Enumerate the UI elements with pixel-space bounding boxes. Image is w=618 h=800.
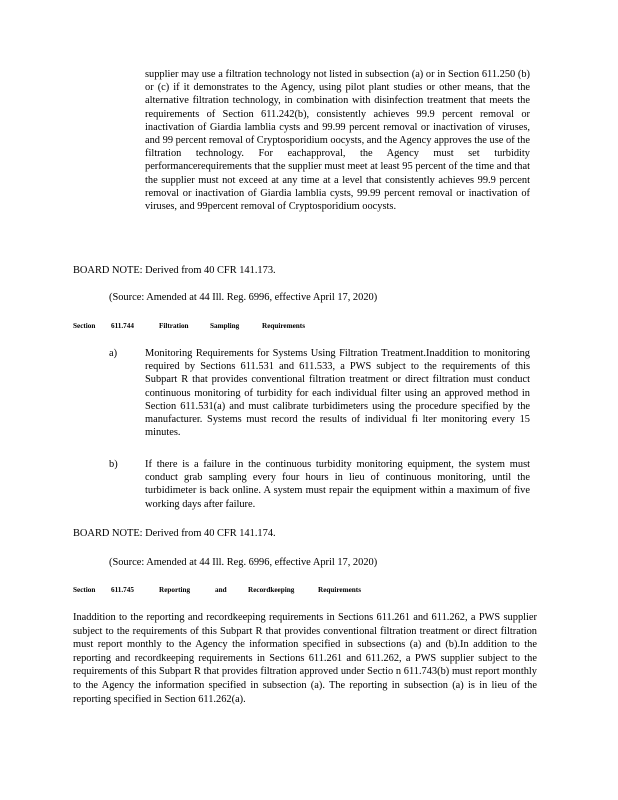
section-title-word-3: Recordkeeping	[248, 586, 295, 594]
section-745-heading	[73, 585, 473, 595]
section-745-paragraph: Inaddition to the reporting and recordkeeping requirements in Sections 611.261 and 611.262, a PWS supplier subject to the requirements of this Subpart R that provides conventional filtration treatment or direct filtration must report monthly to the Agency the information specified in subsections (a) and (b).In addition to the reporting and recordkeeping requirements in Sections 611.261 and 611.262, a PWS supplier subject to the requirements of this Subpart R that provides filtration approved under Sectio n 611.743(b) must report monthly to the Agency the information specified in subsection (a). The reporting in subsection (a) is in lieu of the reporting specified in Section 611.262(a).	[73, 612, 537, 705]
section-number: 611.744	[111, 322, 134, 330]
section-number: 611.745	[111, 586, 134, 594]
section-title-word-1: Reporting	[159, 586, 191, 594]
section-label: Section	[73, 322, 96, 330]
board-note-141-174: BOARD NOTE: Derived from 40 CFR 141.174.	[73, 528, 276, 539]
item-a-label: a)	[109, 348, 118, 359]
section-label: Section	[73, 586, 96, 594]
section-title-word-2: and	[215, 586, 227, 594]
item-a-text: Monitoring Requirements for Systems Using Filtration Treatment.Inaddition to monitoring required by Sections 611.531 and 611.533, a PWS subject to the requirements of this Subpart R that provides conventional filtration treatment or direct filtration must conduct continuous monitoring of turbidity for each individual filter using an approved method in Section 611.531(a) and must calibrate turbidimeters using the procedure specified by the manufacturer. Systems must record the results of individual fi lter monitoring every 15 minutes.	[145, 348, 530, 439]
section-744-heading	[73, 321, 473, 331]
source-note-1: (Source: Amended at 44 Ill. Reg. 6996, effective April 17, 2020)	[109, 292, 378, 303]
item-b-text: If there is a failure in the continuous turbidity monitoring equipment, the system must conduct grab sampling every four hours in lieu of continuous monitoring, until the turbidimeter is back online. A system must repair the equipment within a maximum of five working days after failure.	[145, 459, 530, 510]
section-title-word-4: Requirements	[318, 586, 361, 594]
board-note-141-173: BOARD NOTE: Derived from 40 CFR 141.173.	[73, 265, 276, 276]
continued-paragraph: supplier may use a filtration technology not listed in subsection (a) or in Section 611.250 (b) or (c) if it demonstrates to the Agency, using pilot plant studies or other means, that the alternative filtration technology, in combination with disinfection treatment that meets the requirements of Section 611.242(b), consistently achieves 99.9 percent removal or inactivation of Giardia lamblia cysts and 99.99 percent removal or inactivation of viruses, and 99 percent removal of Cryptosporidium oocysts, and the Agency approves the use of the filtration technology. For eachapproval, the Agency must set turbidity performancerequirements that the supplier must meet at least 95 percent of the time and that the supplier must not exceed at any time at a level that consistently achieves 99.9 percent removal or inactivation of Giardia lamblia cysts, 99.99 percent removal or inactivation of viruses, and 99percent removal of Cryptosporidium oocysts.	[145, 69, 530, 213]
section-title-word-2: Sampling	[210, 322, 240, 330]
section-title-word-3: Requirements	[262, 322, 305, 330]
item-b-label: b)	[109, 459, 118, 470]
section-title-word-1: Filtration	[159, 322, 189, 330]
source-note-2: (Source: Amended at 44 Ill. Reg. 6996, effective April 17, 2020)	[109, 557, 378, 568]
